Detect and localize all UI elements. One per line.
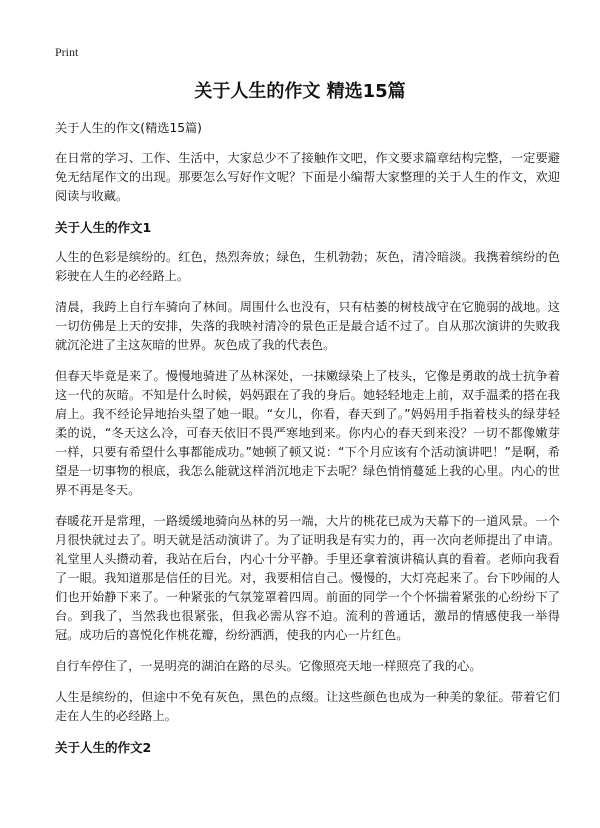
paragraph-4: 春暖花开是常理，一路缓缓地骑向丛林的另一端，大片的桃花已成为天幕下的一道风景。一个月很快就过去了。明天就是活动演讲了。为了证明我是有实力的，再一次向老师提出了申请。礼堂里人头攒动着，我站在后台，内心十分平静。手里还拿着演讲稿认真的看着。老师向我看了一眼。我知道那是信任的目光。对，我要相信自己。慢慢的，大灯亮起来了。台下吵闹的人们也开始静下来了。一种紧张的气氛笼罩着四周。前面的同学一个个怀揣着紧张的心纷纷下了台。到我了，当然我也很紧张，但我必需从容不迫。流利的普通话，激昂的情感使我一举得冠。成功后的喜悦化作桃花瓣，纷纷洒洒，使我的内心一片红色。 [55, 514, 560, 642]
paragraph-1: 人生的色彩是缤纷的。红色，热烈奔放；绿色，生机勃勃；灰色，清冷暗淡。我携着缤纷的色彩驶在人生的必经路上。 [55, 250, 560, 283]
section-heading-2: 关于人生的作文2 [55, 740, 152, 755]
paragraph-3: 但春天毕竟是来了。慢慢地骑进了丛林深处，一抹嫩绿染上了枝头，它像是勇敢的战士抗争着这一代的灰暗。不知是什么时候，妈妈跟在了我的身后。她轻轻地走上前，双手温柔的搭在我肩上。我不经论异地抬头望了她一眼。“女儿，你看，春天到了。”妈妈用手指着枝头的绿芽轻柔的说，“冬天这么冷，可春天依旧不畏严寒地到来。你内心的春天到来没？一切不都像嫩芽一样，只要有希望什么事都能成功。”她顿了顿又说：“下个月应该有个活动演讲吧！”是啊，希望是一切事物的根底，我怎么能就这样消沉地走下去呢？绿色悄悄蔓延上我的心里。内心的世界不再是冬天。 [55, 369, 560, 497]
intro-paragraph: 在日常的学习、工作、生活中，大家总少不了接触作文吧，作文要求篇章结构完整，一定要避免无结尾作文的出现。那要怎么写好作文呢？下面是小编帮大家整理的关于人生的作文，欢迎阅读与收藏。 [55, 151, 560, 203]
page-title: 关于人生的作文 精选15篇 [194, 81, 406, 102]
paragraph-6: 人生是缤纷的，但途中不免有灰色，黑色的点缀。让这些颜色也成为一种美的象征。带着它们走在人生的必经路上。 [55, 690, 560, 723]
paragraph-2: 清晨，我跨上自行车骑向了林间。周围什么也没有，只有枯萎的树枝战守在它脆弱的战地。这一切仿佛是上天的安排，失落的我映衬清冷的景色正是最合适不过了。自从那次演讲的失败我就沉沦进了主这灰暗的世界。灰色成了我的代表色。 [55, 300, 560, 352]
article-subtitle: 关于人生的作文(精选15篇) [55, 121, 202, 135]
paragraph-5: 自行车停住了，一晃明亮的湖泊在路的尽头。它像照亮天地一样照亮了我的心。 [55, 659, 482, 673]
print-link[interactable]: Print [55, 45, 79, 59]
section-heading-1: 关于人生的作文1 [55, 220, 152, 235]
article-body [55, 119, 560, 768]
